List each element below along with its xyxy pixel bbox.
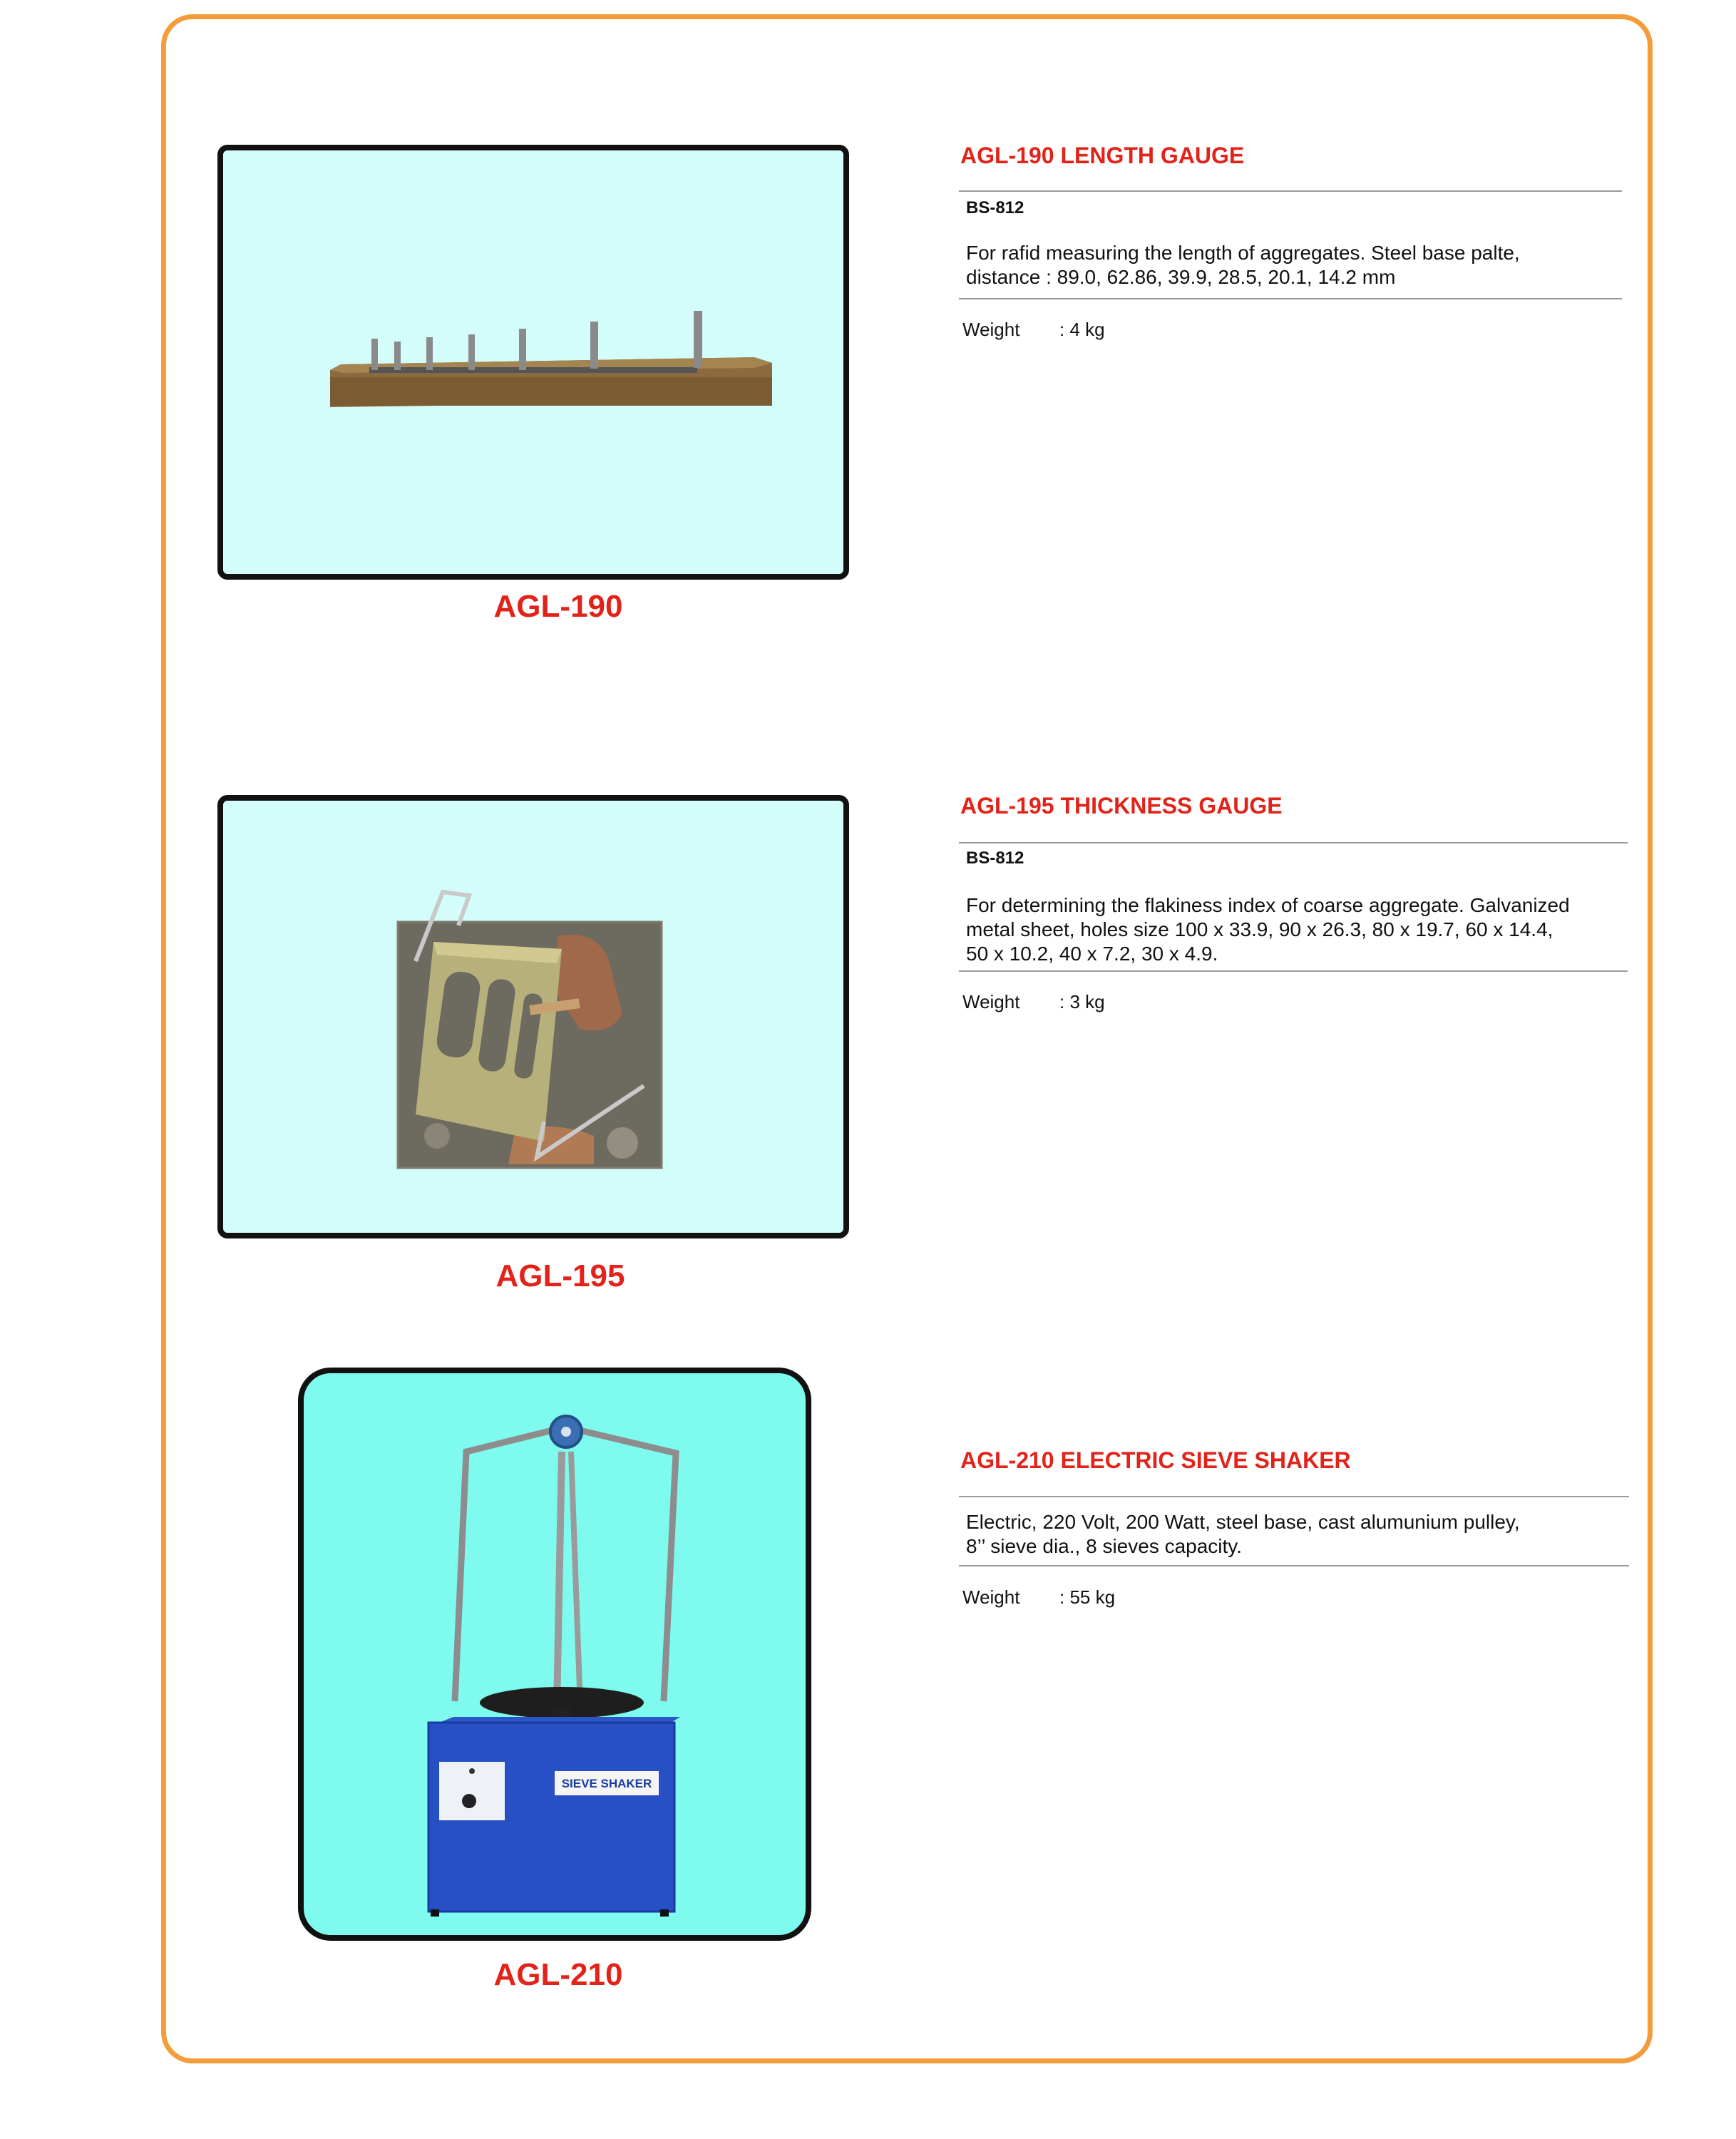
product-description [966, 241, 1520, 289]
product-weight [962, 991, 1105, 1013]
divider [959, 842, 1628, 843]
divider [959, 1565, 1629, 1566]
product-caption: AGL-210 [493, 1957, 623, 1992]
sieve-shaker-photo [298, 1368, 811, 1941]
weight-label: Weight [962, 1586, 1020, 1608]
description-line: metal sheet, holes size 100 x 33.9, 90 x 26.3, 80 x 19.7, 60 x 14.4, [966, 918, 1553, 940]
thickness-gauge-icon [223, 801, 843, 1233]
thickness-gauge-photo [217, 795, 849, 1238]
product-title: AGL-190 LENGTH GAUGE [960, 143, 1245, 168]
weight-value: : 4 kg [1059, 319, 1105, 340]
product-title: AGL-210 ELECTRIC SIEVE SHAKER [960, 1447, 1351, 1473]
divider [959, 970, 1628, 972]
description-line: distance : 89.0, 62.86, 39.9, 28.5, 20.1, 14.2 mm [966, 266, 1396, 288]
divider [959, 1496, 1629, 1497]
product-standard: BS-812 [966, 198, 1024, 217]
machine-label: SIEVE SHAKER [561, 1777, 652, 1790]
description-line: 8’’ sieve dia., 8 sieves capacity. [966, 1535, 1243, 1557]
length-gauge-photo [217, 145, 849, 580]
product-title: AGL-195 THICKNESS GAUGE [960, 793, 1283, 819]
description-line: 50 x 10.2, 40 x 7.2, 30 x 4.9. [966, 943, 1218, 965]
divider [959, 190, 1622, 192]
product-description [966, 893, 1570, 966]
description-line: For determining the flakiness index of coarse aggregate. Galvanized [966, 894, 1570, 916]
description-line: For rafid measuring the length of aggregates. Steel base palte, [966, 242, 1520, 264]
weight-label: Weight [962, 319, 1020, 340]
weight-label: Weight [962, 991, 1020, 1012]
product-description [966, 1510, 1520, 1559]
weight-value: : 3 kg [1059, 991, 1105, 1012]
weight-value: : 55 kg [1059, 1586, 1116, 1608]
product-caption: AGL-190 [493, 589, 623, 624]
product-weight [962, 319, 1105, 341]
divider [959, 298, 1622, 299]
description-line: Electric, 220 Volt, 200 Watt, steel base, cast alumunium pulley, [966, 1511, 1520, 1533]
product-caption: AGL-195 [495, 1258, 625, 1293]
sieve-shaker-icon [304, 1373, 806, 1935]
length-gauge-icon [223, 150, 843, 574]
product-standard: BS-812 [966, 848, 1024, 868]
product-weight [962, 1586, 1115, 1609]
